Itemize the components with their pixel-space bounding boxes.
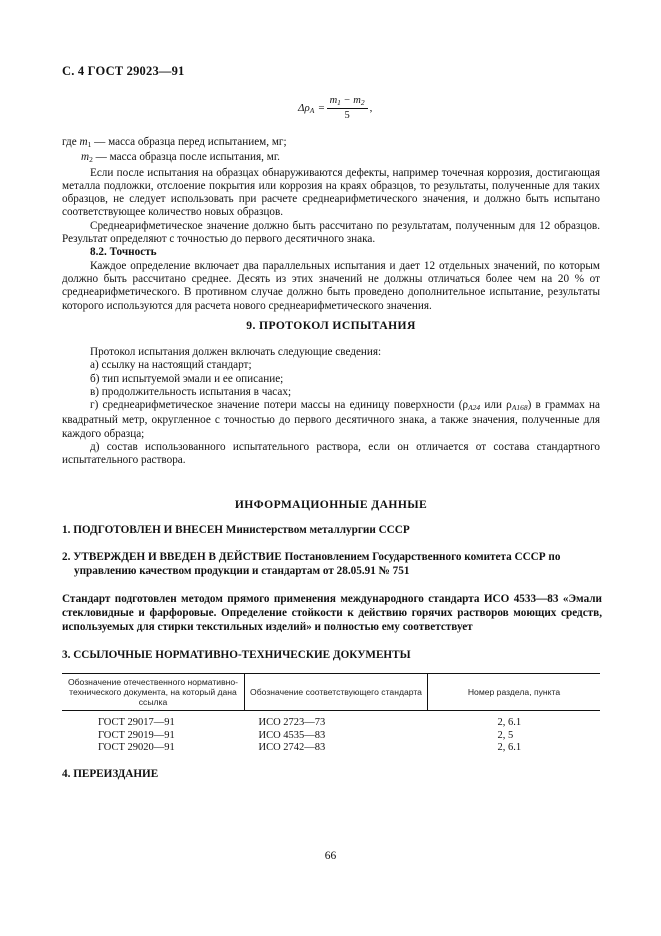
table-cell: 2, 6.1 [497, 742, 522, 753]
table-header-cell: Обозначение соответствующего стандарта [245, 674, 428, 711]
protocol-item-b: б) тип испытуемой эмали и ее описание; [90, 372, 284, 385]
table-cell: ИСО 2723—73 [258, 717, 326, 728]
protocol-item-g: г) среднеарифметическое значение потери массы на единицу поверхности ($\rho_{A24}$ или $\rho_{A168}$) в граммах на квадратный метр, округленное с точностью до первого десятичного знака, а также значения, полученные для каждого образца; [62, 399, 601, 440]
legend-m2: $m_2$ — масса образца после испытания, мг. [81, 151, 280, 165]
info-item-2 [62, 550, 602, 578]
section9-text [62, 346, 600, 468]
legend-m1: где $m_1$ — масса образца перед испытанием, мг; [62, 136, 287, 149]
table-header-cell: Номер раздела, пункта [428, 674, 601, 711]
paragraph-defects: Если после испытания на образцах обнаруживаются дефекты, например точечная коррозия, достигающая металла подложки, отслоение покрытия или коррозия на краях образцов, то результаты, полученные для таких образцов, не следует использовать при расчете среднеарифметического значения, и должно быть испытано соответствующее количество новых образцов. [62, 166, 600, 219]
table-cell: ГОСТ 29019—91 [98, 729, 175, 741]
info-title: ИНФОРМАЦИОННЫЕ ДАННЫЕ [234, 498, 428, 511]
paragraph-precision: Каждое определение включает два параллельных испытания и дает 12 отдельных значений, по которым должно быть рассчитано среднее. Десять из этих значений не должны отличаться более чем на 20 % от среднеарифметического. В противном случае должно быть проведено дополнительное испытание, результаты которого используются для расчета нового среднеарифметического значения. [62, 259, 600, 312]
table-cell: 2, 6.1 [497, 717, 522, 728]
section8-text [62, 136, 600, 313]
table-header-row [62, 674, 600, 711]
references-table [62, 673, 600, 755]
table-row [62, 742, 600, 755]
protocol-intro: Протокол испытания должен включать следующие сведения: [90, 346, 382, 358]
formula-denominator: 5 [344, 110, 350, 121]
protocol-item-a: а) ссылку на настоящий стандарт; [90, 359, 252, 372]
running-header: С. 4 ГОСТ 29023—91 [62, 64, 185, 78]
info-item-3: 3. ССЫЛОЧНЫЕ НОРМАТИВНО-ТЕХНИЧЕСКИЕ ДОКУМЕНТЫ [62, 649, 411, 661]
info-standard-note: Стандарт подготовлен методом прямого применения международного стандарта ИСО 4533—83 «Эмали стекловидные и фарфоровые. Определение стойкости к действию горячих растворов моющих средств, используемых для стирки текстильных изделий» и полностью ему соответствует [62, 593, 602, 633]
table-header-cell: Обозначение отечественного нормативно-технического документа, на который дана ссылка [62, 674, 245, 711]
table-cell: ИСО 4535—83 [258, 729, 326, 741]
page-number: 66 [324, 850, 337, 862]
subsection-heading-8-2: 8.2. Точность [90, 246, 157, 259]
info-item-4: 4. ПЕРЕИЗДАНИЕ [62, 768, 159, 780]
info-item-1: 1. ПОДГОТОВЛЕН И ВНЕСЕН Министерством металлургии СССР [62, 524, 410, 536]
mass-loss-formula [298, 93, 372, 123]
section9-title: 9. ПРОТОКОЛ ИСПЫТАНИЯ [246, 319, 416, 332]
table-cell: ГОСТ 29017—91 [98, 717, 175, 728]
formula-equals: = [318, 102, 325, 114]
paragraph-mean-value: Среднеарифметическое значение должно быть рассчитано по результатам, полученным для 12 образцов. Результат определяют с точностью до первого десятичного знака. [62, 219, 600, 246]
formula-comma: , [369, 102, 373, 114]
protocol-item-d: д) состав использованного испытательного раствора, если он отличается от состава стандартного испытательного раствора. [62, 441, 600, 467]
formula-fraction [327, 95, 368, 121]
info-item-2-line2: управлению качеством продукции и стандартам от 28.05.91 № 751 [74, 565, 410, 577]
table-row [62, 730, 600, 743]
formula-lhs: $\Delta\rho_A$ [298, 101, 315, 115]
table-row [62, 711, 600, 730]
table-cell: ИСО 2742—83 [258, 742, 326, 753]
protocol-item-v: в) продолжительность испытания в часах; [90, 385, 292, 398]
table-cell: ГОСТ 29020—91 [98, 742, 175, 753]
formula-numerator: $m_1 - m_2$ [327, 95, 368, 109]
info-item-2-line1: 2. УТВЕРЖДЕН И ВВЕДЕН В ДЕЙСТВИЕ Постановлением Государственного комитета СССР по [62, 551, 561, 563]
table-cell: 2, 5 [497, 729, 514, 741]
